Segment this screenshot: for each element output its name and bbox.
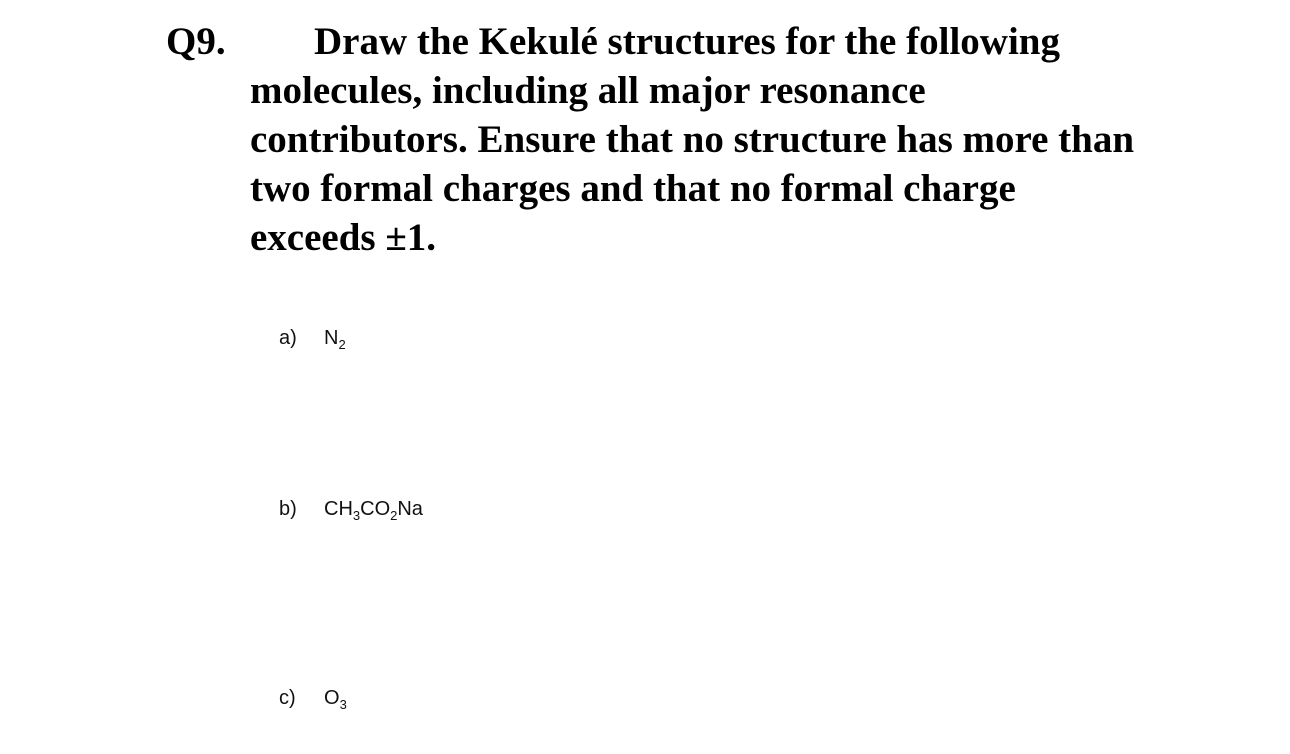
formula-subscript: 2 [390, 508, 398, 523]
question-line: exceeds ±1. [250, 216, 437, 259]
part-label: a) [279, 327, 297, 349]
chemical-formula [324, 687, 347, 712]
part-a [279, 326, 346, 350]
question-text [250, 17, 1240, 262]
question-number: Q9. [166, 20, 226, 63]
question-line: Draw the Kekulé structures for the following [314, 20, 1060, 63]
formula-text: N [324, 327, 339, 349]
formula-subscript: 2 [338, 337, 346, 352]
part-c [279, 686, 347, 710]
question-line: two formal charges and that no formal charge [250, 167, 1016, 210]
chemical-formula [324, 327, 346, 352]
question-line: molecules, including all major resonance [250, 69, 926, 112]
formula-text: Na [397, 498, 423, 520]
formula-subscript: 3 [352, 508, 361, 523]
formula-text: CH [324, 498, 353, 520]
chemical-formula [324, 498, 423, 523]
formula-text: CO [360, 498, 391, 520]
part-b [279, 497, 423, 521]
part-label: b) [279, 498, 297, 520]
formula-text: O [324, 687, 340, 709]
part-label: c) [279, 687, 296, 709]
formula-subscript: 3 [339, 697, 347, 712]
question-line: contributors. Ensure that no structure has more than [250, 118, 1135, 161]
